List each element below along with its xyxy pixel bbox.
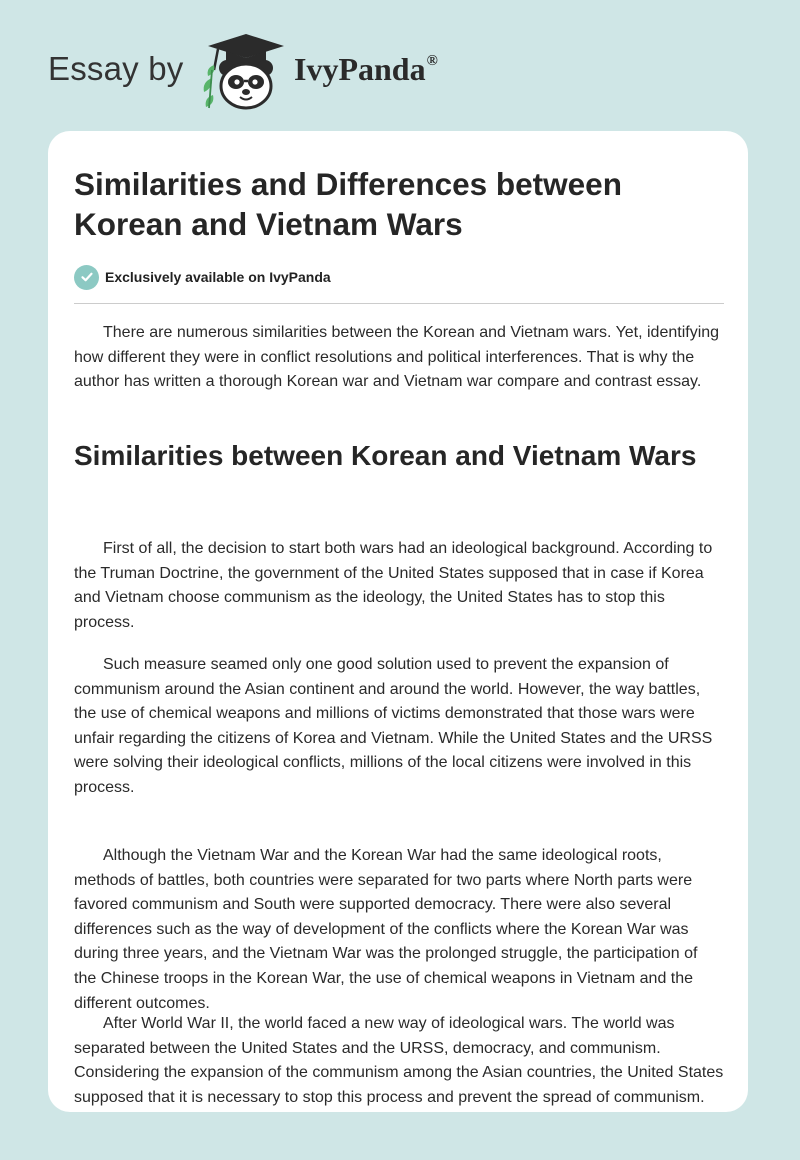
panda-logo-icon	[200, 30, 290, 112]
essay-title: Similarities and Differences between Korean and Vietnam Wars	[74, 166, 622, 242]
intro-paragraph: There are numerous similarities between the Korean and Vietnam wars. Yet, identifying how different they were in conflict resolutions and political interferences. That is why the author has written a thorough Korean war and Vietnam war compare and contrast essay.	[74, 324, 720, 391]
ivypanda-wordmark	[294, 51, 438, 88]
brand-name-text: IvyPanda	[294, 51, 426, 87]
registered-mark: ®	[426, 53, 438, 69]
body-paragraph: Although the Vietnam War and the Korean War had the same ideological roots, methods of battles, both countries were separated for two parts where North parts were favored communism and South were supported democracy. There were also several differences such as the way of development of the conflicts where the Korean War was during three years, and the Vietnam War was the prolonged struggle, the participation of the Chinese troops in the Korean War, the use of chemical weapons in Vietnam and the different outcomes.	[74, 847, 698, 1012]
exclusive-badge-label: Exclusively available on IvyPanda	[105, 269, 331, 285]
ivypanda-logo-link[interactable]	[200, 30, 290, 112]
body-paragraph: First of all, the decision to start both wars had an ideological background. According to the Truman Doctrine, the government of the United States supposed that in case if Korea and Vietnam choose communism as the ideology, the United States has to stop this process.	[74, 540, 713, 631]
essay-card	[48, 131, 748, 1112]
body-paragraph: After World War II, the world faced a new way of ideological wars. The world was separated between the United States and the URSS, democracy, and communism. Considering the expansion of the communism among the Asian countries, the United States supposed that it is necessary to stop this process and prevent the spread of communism.	[74, 1015, 724, 1106]
body-paragraph: Such measure seamed only one good solution used to prevent the expansion of communism around the Asian continent and around the world. However, the way battles, the use of chemical weapons and millions of victims demonstrated that those wars were unfair regarding the citizens of Korea and Vietnam. While the United States and the URSS were solving their ideological conflicts, millions of the local citizens were involved in this process.	[74, 656, 713, 796]
title-divider	[74, 303, 724, 304]
site-header	[0, 0, 800, 130]
exclusive-badge	[74, 263, 331, 291]
check-circle-icon	[74, 265, 99, 290]
essay-by-label: Essay by	[48, 50, 184, 87]
section-heading-similarities: Similarities between Korean and Vietnam Wars	[74, 440, 697, 471]
